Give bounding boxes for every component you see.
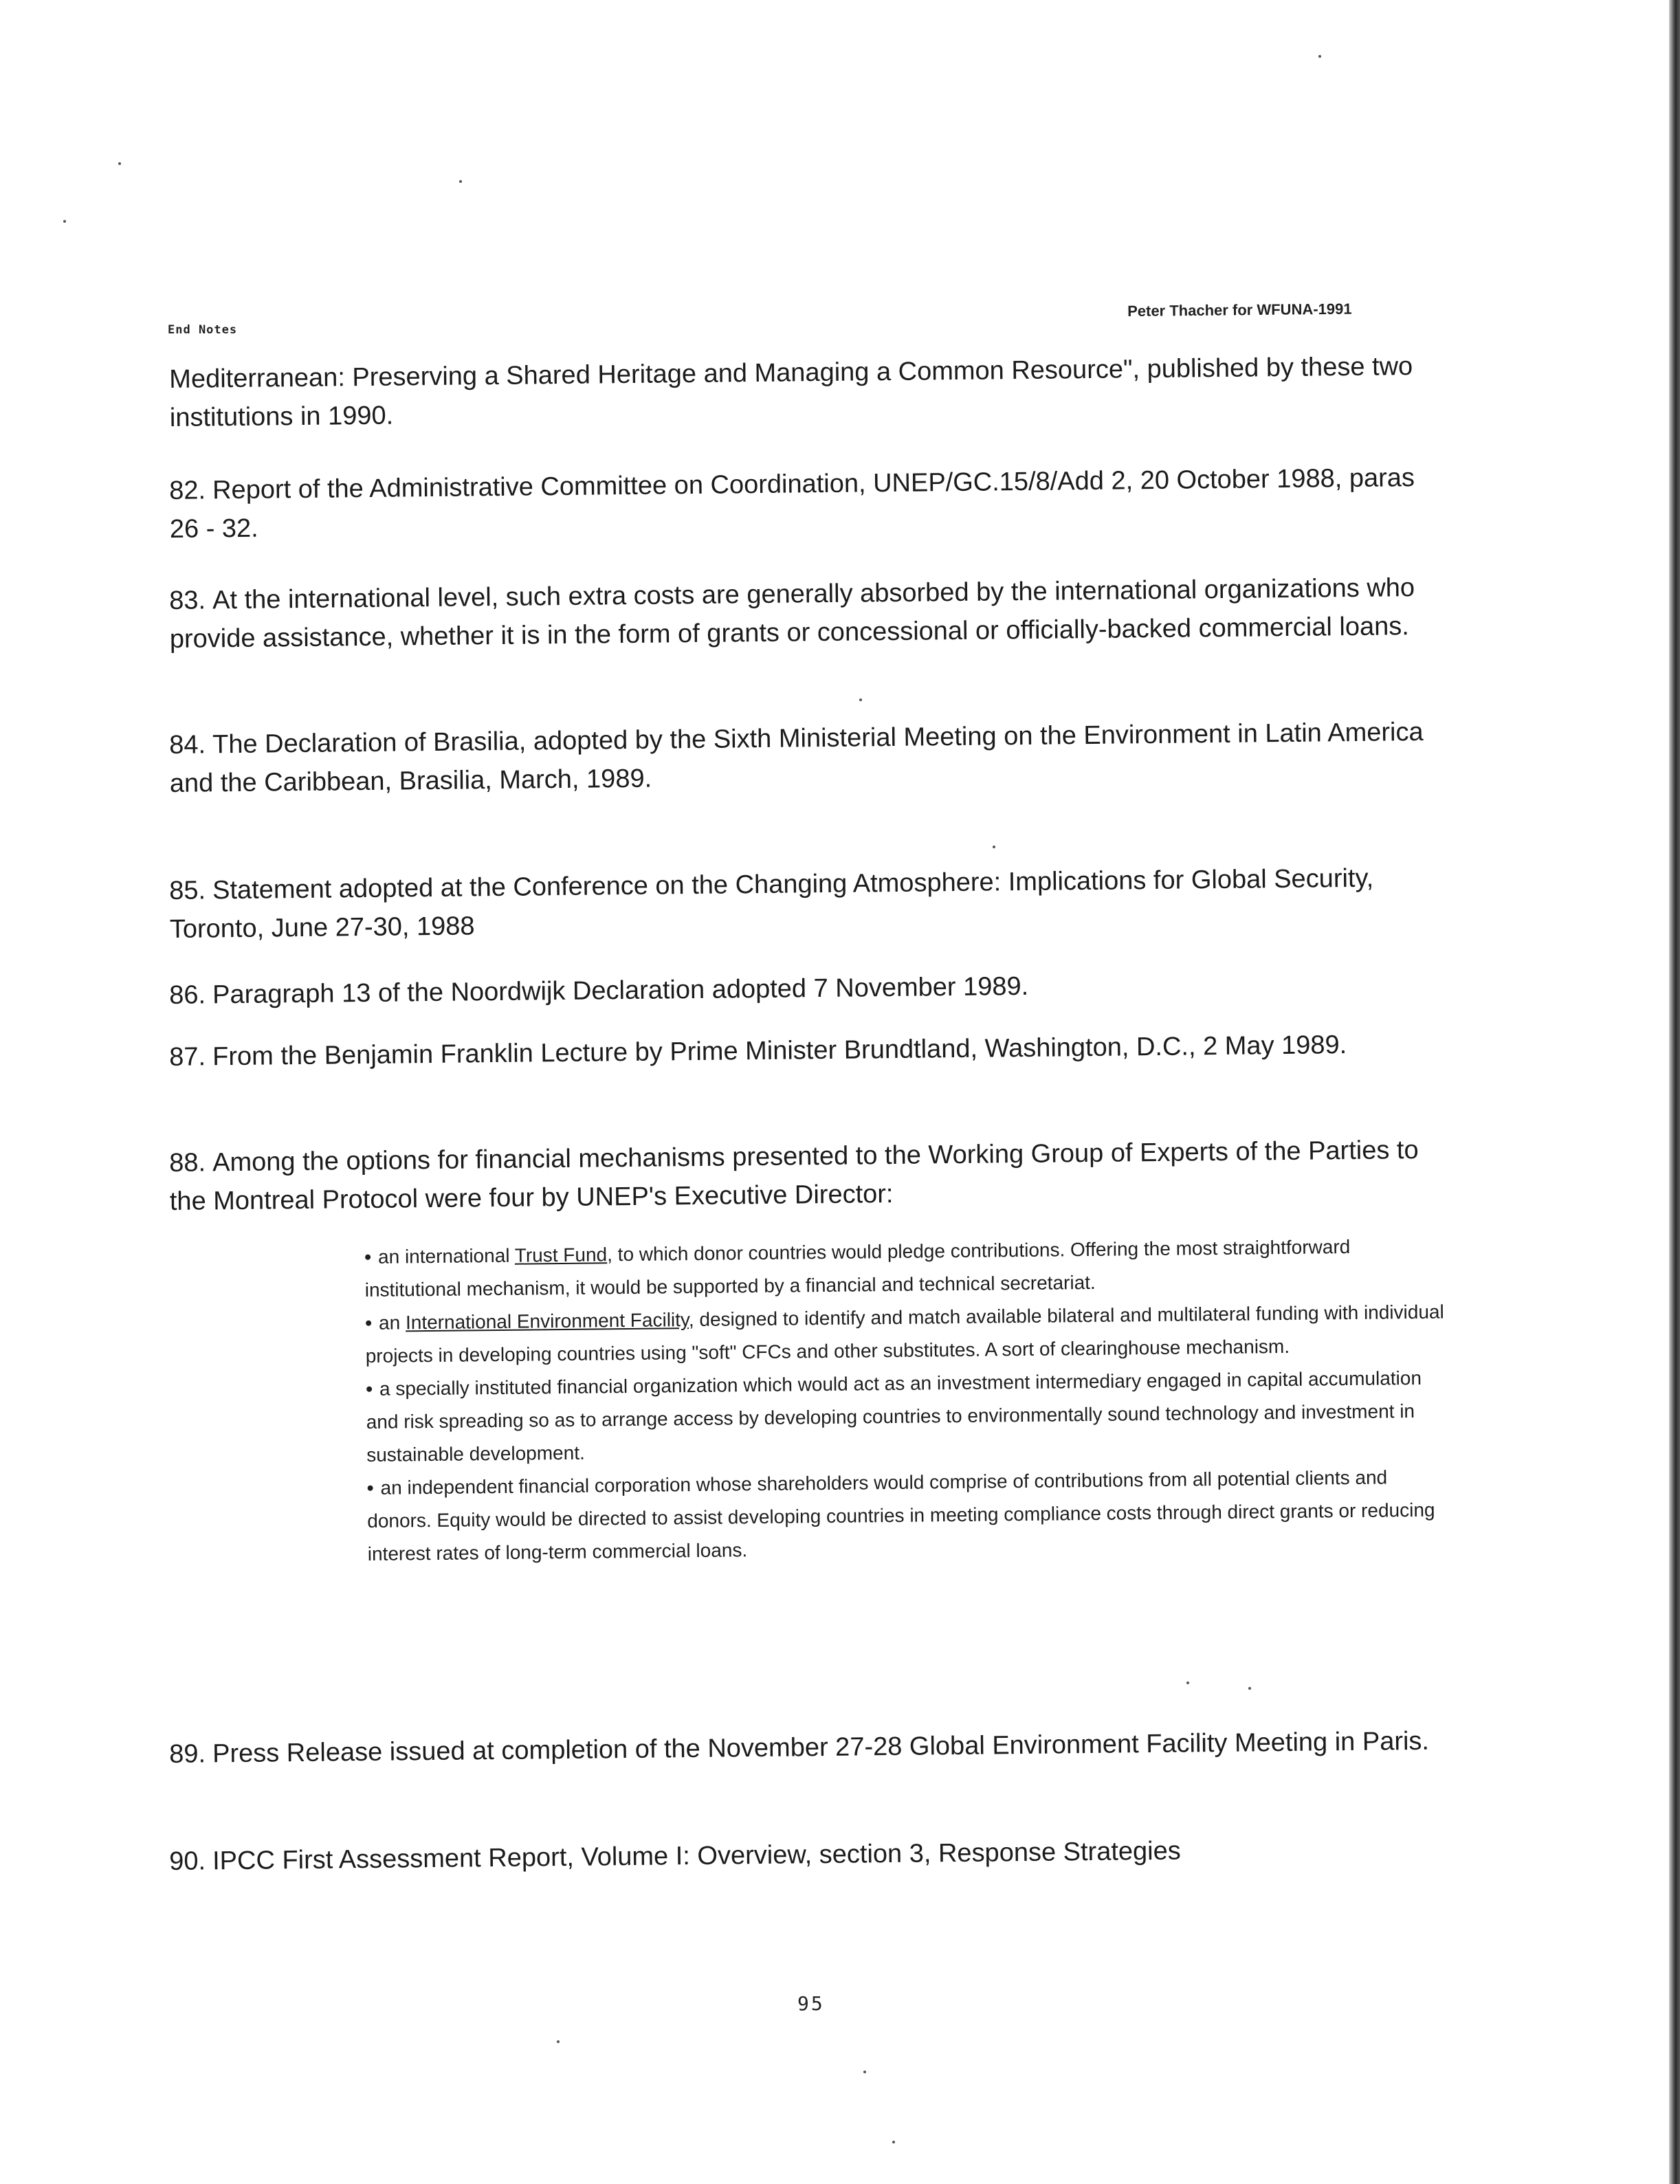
endnote-85: [169, 859, 1435, 949]
endnote-90: [169, 1829, 1434, 1881]
note-number: 87.: [169, 1042, 206, 1072]
note-number: 90.: [169, 1846, 206, 1876]
term-environment-facility: International Environment Facility: [405, 1309, 689, 1334]
note-text: Statement adopted at the Conference on the Changing Atmosphere: Implications for Global Security, Toronto, June 27-30, 1988: [169, 863, 1374, 944]
endnote-86: [169, 963, 1434, 1015]
bullet-icon: •: [366, 1378, 373, 1400]
note-continuation: [169, 347, 1435, 437]
endnote-88: [169, 1131, 1435, 1221]
section-label: End Notes: [168, 323, 238, 337]
list-item: • an independent financial corporation whose shareholders would comprise of contributions from all potential clients and donors. Equity would be directed to assist developing countries in meeting compliance costs through direct grants or reducing interest rates of long-term commercial loans.: [366, 1466, 1435, 1565]
bullet-icon: •: [365, 1312, 373, 1334]
endnote-83: [169, 569, 1435, 659]
scan-speck: [892, 2141, 895, 2143]
term-trust-fund: Trust Fund: [514, 1244, 608, 1266]
bullet-icon: •: [364, 1246, 372, 1268]
note-number: 86.: [169, 980, 206, 1010]
scan-speck: [1248, 1687, 1251, 1690]
financial-options-list: [364, 1230, 1447, 1571]
author-line: Peter Thacher for WFUNA-1991: [1127, 300, 1352, 320]
list-item: • an international Trust Fund, to which donor countries would pledge contributions. Offering the most straightforward institutional mechanism, it would be supported by a financial and technical secretariat.: [364, 1235, 1351, 1301]
scan-speck: [1186, 1681, 1189, 1684]
scan-speck: [859, 698, 862, 701]
scan-speck: [557, 2040, 560, 2043]
note-text: Mediterranean: Preserving a Shared Heritage and Managing a Common Resource", published by these two institutions in 1990.: [169, 352, 1413, 432]
note-number: 83.: [169, 586, 206, 615]
scan-speck: [459, 180, 462, 183]
endnote-82: [169, 459, 1435, 549]
note-number: 85.: [169, 876, 206, 905]
note-text: From the Benjamin Franklin Lecture by Prime Minister Brundtland, Washington, D.C., 2 May 1989.: [212, 1030, 1347, 1072]
note-number: 88.: [169, 1148, 206, 1178]
scan-speck: [118, 162, 121, 165]
note-text: Press Release issued at completion of the November 27-28 Global Environment Facility Meeting in Paris.: [212, 1726, 1430, 1769]
note-text: Among the options for financial mechanisms presented to the Working Group of Experts of the Parties to the Montreal Protocol were four by UNEP's Executive Director:: [169, 1135, 1419, 1216]
note-text: Paragraph 13 of the Noordwijk Declaration adopted 7 November 1989.: [212, 971, 1029, 1010]
list-item: • an International Environment Facility, designed to identify and match available bilateral and multilateral funding with individual projects in developing countries using "soft" CFCs and other substitutes. A sort of clearinghouse mechanism.: [365, 1301, 1444, 1367]
scan-speck: [1318, 55, 1321, 58]
endnote-84: [169, 713, 1435, 803]
note-text: Report of the Administrative Committee on Coordination, UNEP/GC.15/8/Add 2, 20 October 1988, paras 26 - 32.: [169, 463, 1415, 544]
note-text: IPCC First Assessment Report, Volume I: Overview, section 3, Response Strategies: [212, 1836, 1181, 1876]
note-number: 84.: [169, 730, 206, 760]
list-item: • a specially instituted financial organization which would act as an investment intermediary engaged in capital accumulation and risk spreading so as to arrange access by developing countries to environmentally sound technology and investment in sustainable development.: [366, 1367, 1422, 1466]
scan-binding-edge: [1669, 0, 1680, 2184]
bullet-icon: •: [366, 1477, 374, 1499]
scan-speck: [63, 220, 66, 223]
note-text: At the international level, such extra costs are generally absorbed by the international organizations who provide assistance, whether it is in the form of grants or concessional or officially-backed commercial loans.: [169, 573, 1415, 654]
note-text: The Declaration of Brasilia, adopted by the Sixth Ministerial Meeting on the Environment in Latin America and the Caribbean, Brasilia, March, 1989.: [169, 717, 1424, 798]
scan-speck: [993, 846, 995, 848]
endnote-87: [169, 1025, 1434, 1077]
page-number: 95: [797, 1992, 825, 2015]
scan-speck: [863, 2071, 866, 2073]
note-number: 89.: [169, 1739, 206, 1769]
note-number: 82.: [169, 476, 206, 505]
endnote-89: [169, 1722, 1434, 1774]
